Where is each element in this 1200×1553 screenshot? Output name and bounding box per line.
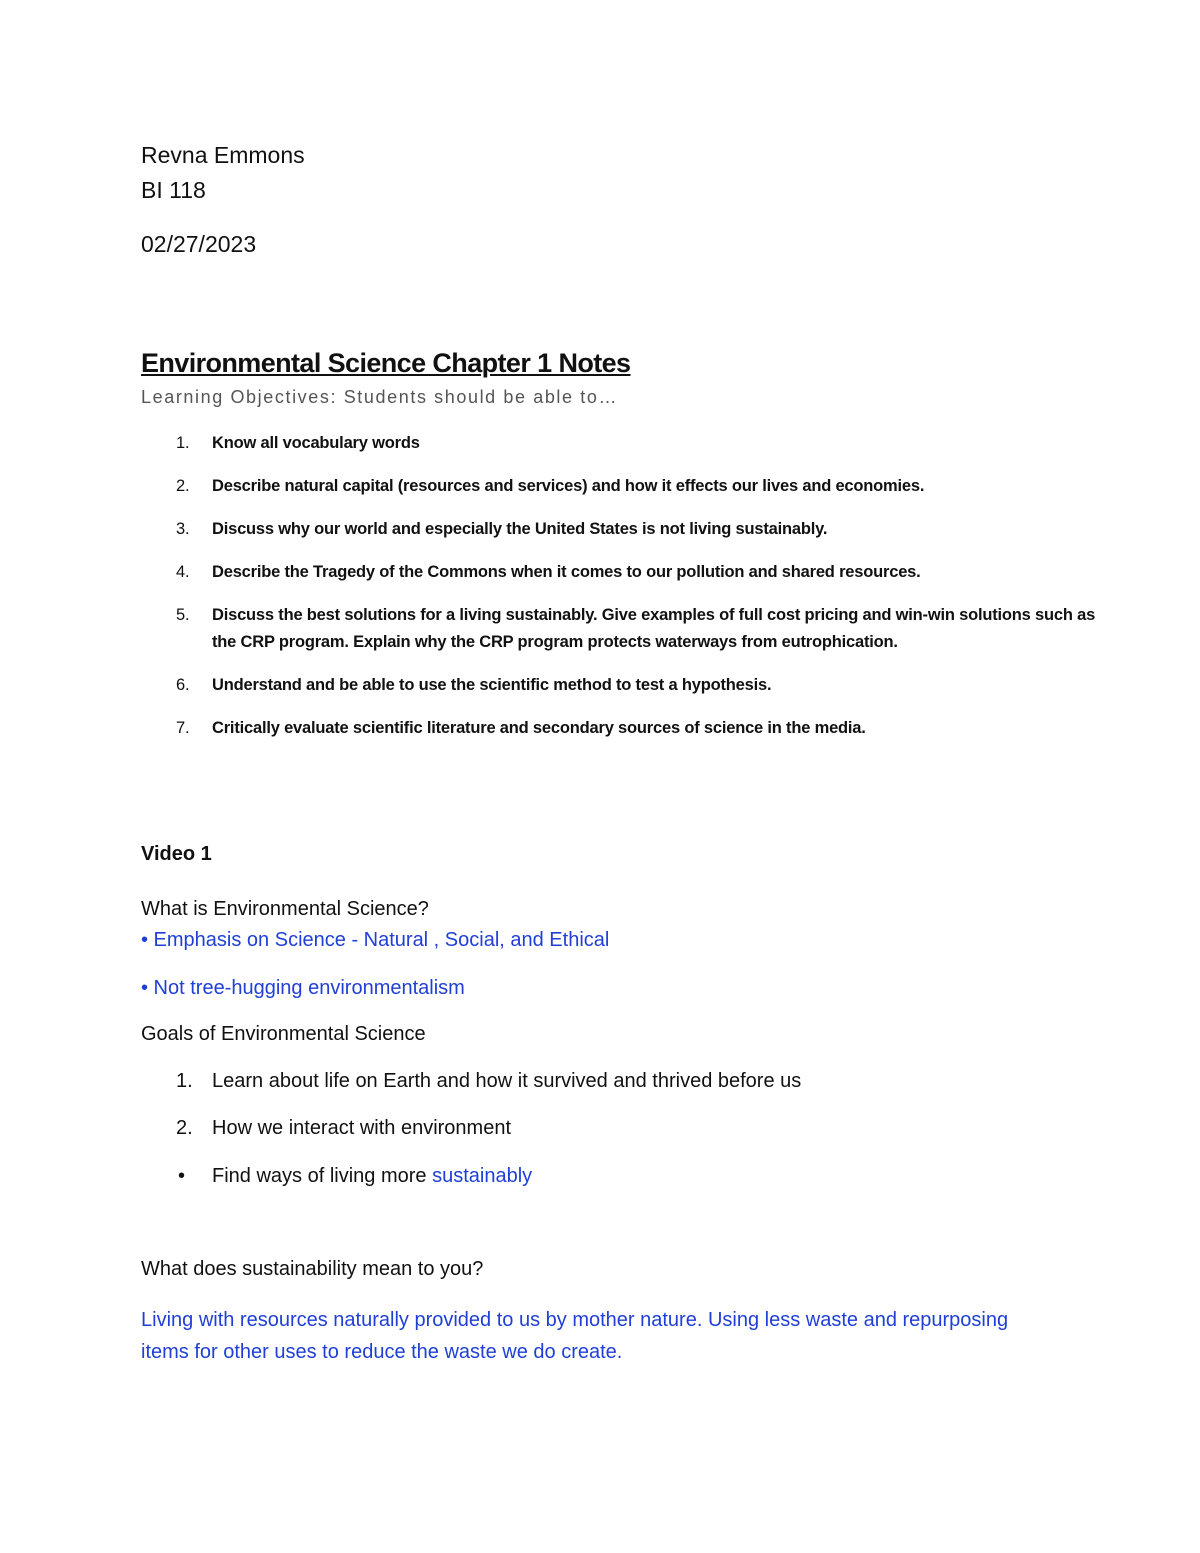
question-what-is-env-science: What is Environmental Science? — [141, 898, 429, 920]
objective-item — [141, 715, 1101, 742]
objective-text: Know all vocabulary words — [212, 434, 420, 452]
objective-item — [141, 430, 1101, 457]
goal-text-plain: Find ways of living more — [212, 1165, 433, 1187]
objective-text: Describe the Tragedy of the Commons when it comes to our pollution and shared resources. — [212, 563, 921, 581]
objective-item — [141, 516, 1101, 543]
objective-text: Critically evaluate scientific literature and secondary sources of science in the media. — [212, 719, 866, 737]
course-code: BI 118 — [141, 177, 206, 203]
goal-text — [212, 1165, 532, 1188]
goal-text: How we interact with environment — [212, 1117, 512, 1139]
objective-number: 6. — [176, 676, 190, 694]
goal-text: Learn about life on Earth and how it survived and thrived before us — [212, 1070, 802, 1092]
question-sustainability: What does sustainability mean to you? — [141, 1258, 484, 1280]
objective-number: 1. — [176, 434, 190, 452]
goal-bullet: • — [178, 1165, 186, 1187]
goal-number: 1. — [176, 1070, 193, 1092]
goal-text-highlight: sustainably — [432, 1165, 533, 1187]
objective-item — [141, 473, 1101, 500]
objective-item — [141, 559, 1101, 586]
goal-item — [141, 1165, 1041, 1191]
objective-text: Describe natural capital (resources and services) and how it effects our lives and economies. — [212, 477, 925, 495]
goal-item — [141, 1117, 1041, 1143]
objective-number: 2. — [176, 477, 190, 495]
objective-text: Understand and be able to use the scientific method to test a hypothesis. — [212, 676, 772, 694]
learning-objectives-subtitle: Learning Objectives: Students should be able to… — [141, 387, 619, 407]
bullet-emphasis: • Emphasis on Science - Natural , Social, and Ethical — [141, 929, 610, 951]
document-date: 02/27/2023 — [141, 231, 257, 257]
video-heading: Video 1 — [141, 843, 212, 865]
goal-item — [141, 1070, 1041, 1096]
objective-item — [141, 672, 1101, 699]
objective-number: 3. — [176, 520, 190, 538]
page-title: Environmental Science Chapter 1 Notes — [141, 348, 631, 378]
goals-heading: Goals of Environmental Science — [141, 1023, 426, 1045]
objective-item — [141, 602, 1101, 656]
author-name: Revna Emmons — [141, 142, 305, 168]
objective-number: 4. — [176, 563, 190, 581]
bullet-not-tree-hugging: • Not tree-hugging environmentalism — [141, 977, 465, 999]
objective-number: 7. — [176, 719, 190, 737]
answer-text: Living with resources naturally provided to us by mother nature. Using less waste and repurposing items for other uses to reduce the waste we do create. — [141, 1309, 1009, 1363]
objective-text: Discuss why our world and especially the United States is not living sustainably. — [212, 520, 828, 538]
objectives-list — [141, 430, 1101, 742]
goal-number: 2. — [176, 1117, 193, 1139]
objective-number: 5. — [176, 606, 190, 624]
objective-text: Discuss the best solutions for a living sustainably. Give examples of full cost pricing and win-win solutions such as the CRP program. Explain why the CRP program protects waterways from eutrophication. — [212, 606, 1096, 651]
